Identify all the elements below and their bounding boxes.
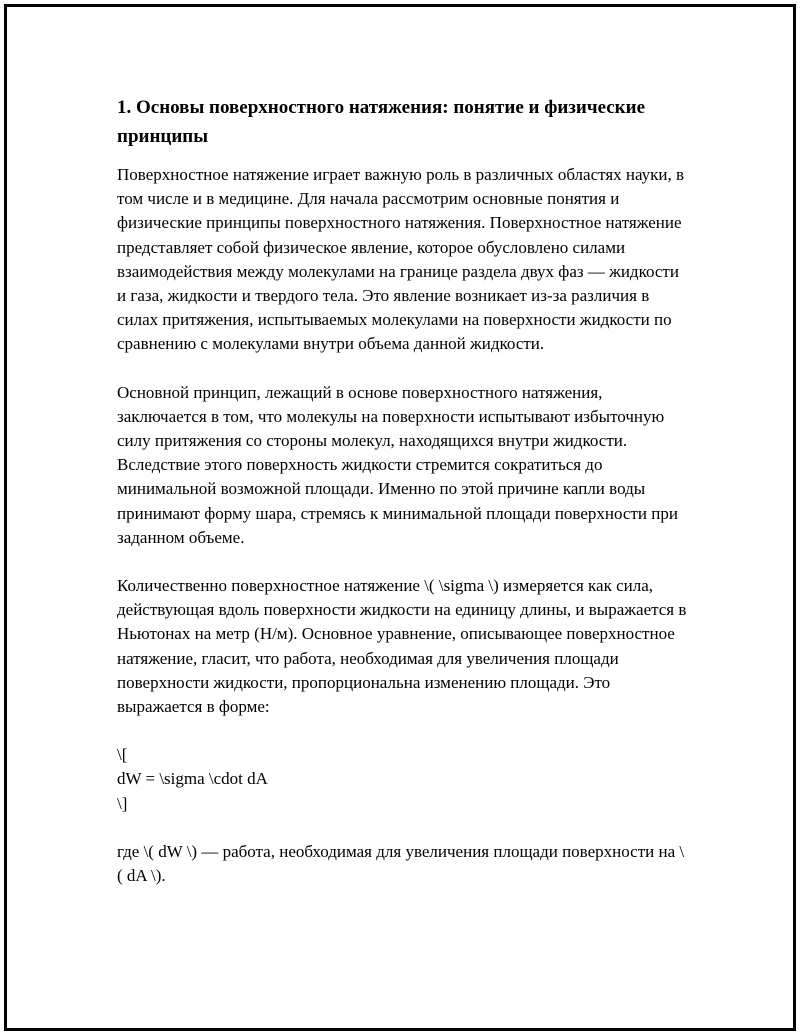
spacer [117,816,687,840]
section-heading: 1. Основы поверхностного натяжения: понятие и физические принципы [117,97,646,147]
spacer [117,719,687,743]
spacer [117,550,687,574]
paragraph-intro: Поверхностное натяжение играет важную роль в различных областях науки, в том числе и в медицине. Для начала рассмотрим основные понятия и физические принципы поверхностного натяжения. Поверхностное натяжение представляет собой физическое явление, которое обусловлено силами взаимодействия между молекулами на границе раздела двух фаз — жидкости и газа, жидкости и твердого тела. Это явление возникает из-за различия в силах притяжения, испытываемых молекулами на поверхности жидкости по сравнению с молекулами внутри объема данной жидкости. [117,165,685,354]
document-body [117,93,687,888]
paragraph-quantitative: Количественно поверхностное натяжение \( \sigma \) измеряется как сила, действующая вдоль поверхности жидкости на единицу длины, и выражается в Ньютонах на метр (Н/м). Основное уравнение, описывающее поверхностное натяжение, гласит, что работа, необходимая для увеличения площади поверхности жидкости, пропорциональна изменению площади. Это выражается в форме: [117,576,687,717]
formula-close: \] [117,793,128,813]
spacer [117,357,687,381]
formula-open: \[ [117,745,128,765]
paragraph-principle: Основной принцип, лежащий в основе поверхностного натяжения, заключается в том, что молекулы на поверхности испытывают избыточную силу притяжения со стороны молекул, находящихся внутри жидкости. Вследствие этого поверхность жидкости стремится сократиться до минимальной возможной площади. Именно по этой причине капли воды принимают форму шара, стремясь к минимальной площади поверхности при заданном объеме. [117,382,678,547]
formula-body: dW = \sigma \cdot dA [117,769,268,789]
paragraph-definition: где \( dW \) — работа, необходимая для увеличения площади поверхности на \( dA \). [117,841,685,886]
formula-block [117,743,687,816]
spacer [117,151,687,163]
